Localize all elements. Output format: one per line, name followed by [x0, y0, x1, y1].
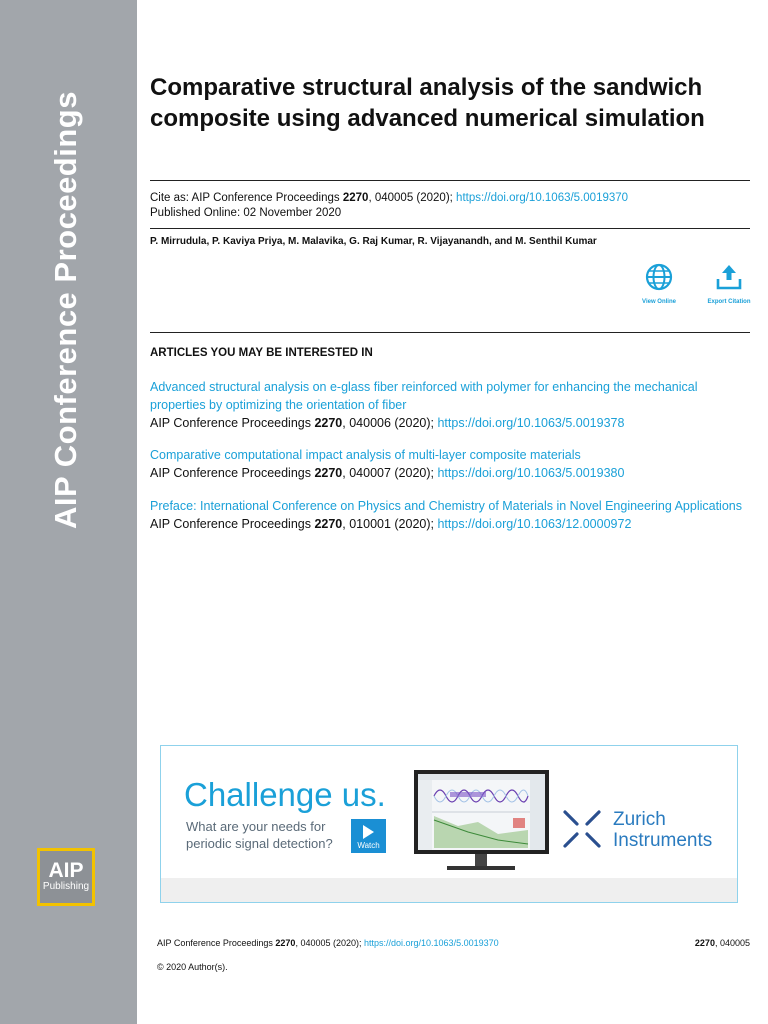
cite-volume: 2270: [342, 192, 369, 204]
ref-volume: 2270: [314, 466, 343, 480]
related-article-title-link[interactable]: Preface: International Conference on Physics and Chemistry of Materials in Novel Engineering Applications: [150, 499, 742, 513]
ad-subtext: What are your needs for periodic signal detection?: [186, 819, 333, 851]
brand-name: [613, 809, 712, 851]
sidebar: [0, 0, 137, 1024]
signal-plot-graphic: [418, 774, 545, 850]
monitor-screen: [418, 774, 545, 850]
divider: [150, 332, 750, 333]
related-article-ref: [150, 515, 750, 533]
citation-block: [150, 191, 628, 221]
ref-number: , 040007 (2020);: [342, 466, 438, 480]
footer-ref: , 040005 (2020);: [295, 938, 364, 948]
brand-line-1: Zurich: [613, 809, 666, 830]
monitor-base: [447, 866, 515, 870]
footer-doi-link[interactable]: https://doi.org/10.1063/5.0019370: [364, 938, 499, 948]
divider: [150, 228, 750, 229]
view-online-label: View Online: [642, 299, 676, 305]
journal-title-vertical: AIP Conference Proceedings: [48, 91, 83, 529]
related-article: [150, 446, 750, 482]
ref-volume: 2270: [314, 517, 343, 531]
doi-link[interactable]: https://doi.org/10.1063/5.0019370: [456, 192, 629, 204]
footer-page-ref: [695, 938, 750, 948]
footer-citation: [157, 938, 499, 948]
related-article: [150, 497, 750, 533]
footer-journal: AIP Conference Proceedings: [157, 938, 276, 948]
ref-volume: 2270: [314, 416, 343, 430]
related-article-title-link[interactable]: Comparative computational impact analysis of multi-layer composite materials: [150, 448, 581, 462]
footer-right-ref: , 040005: [714, 938, 750, 948]
logo-text-publishing: Publishing: [42, 881, 90, 892]
ref-journal: AIP Conference Proceedings: [150, 416, 315, 430]
related-articles-heading: ARTICLES YOU MAY BE INTERESTED IN: [150, 347, 373, 359]
ref-doi-link[interactable]: https://doi.org/10.1063/5.0019378: [437, 416, 625, 430]
ref-number: , 010001 (2020);: [342, 517, 438, 531]
advertisement-banner[interactable]: [160, 745, 738, 903]
ref-number: , 040006 (2020);: [342, 416, 438, 430]
divider: [150, 180, 750, 181]
footer-volume: 2270: [275, 938, 296, 948]
published-date: Published Online: 02 November 2020: [150, 207, 342, 219]
aip-publishing-logo[interactable]: [37, 848, 95, 906]
author-list: P. Mirrudula, P. Kaviya Priya, M. Malavika, G. Raj Kumar, R. Vijayanandh, and M. Senthil Kumar: [150, 236, 597, 247]
footer-right-volume: 2270: [694, 938, 715, 948]
view-online-button[interactable]: [624, 262, 694, 305]
article-title: Comparative structural analysis of the sandwich composite using advanced numerical simulation: [150, 74, 705, 132]
ad-bottom-strip: [161, 878, 737, 902]
zurich-instruments-logo-icon: [561, 808, 603, 850]
export-icon: [714, 262, 744, 292]
play-icon: [363, 825, 374, 839]
ref-doi-link[interactable]: https://doi.org/10.1063/12.0000972: [437, 517, 632, 531]
brand-line-2: Instruments: [613, 830, 713, 851]
monitor-image: [414, 770, 549, 854]
watch-button[interactable]: [351, 819, 386, 853]
export-citation-button[interactable]: [694, 262, 764, 305]
ref-journal: AIP Conference Proceedings: [150, 466, 315, 480]
related-article-ref: [150, 464, 750, 482]
logo-text-aip: AIP: [48, 859, 84, 882]
related-article-ref: [150, 414, 750, 432]
copyright-notice: © 2020 Author(s).: [157, 962, 228, 972]
ref-doi-link[interactable]: https://doi.org/10.1063/5.0019380: [437, 466, 625, 480]
ad-headline: Challenge us.: [184, 776, 386, 813]
related-article: [150, 378, 750, 432]
globe-icon: [644, 262, 674, 292]
cite-suffix: , 040005 (2020);: [368, 192, 457, 204]
cite-prefix: Cite as: AIP Conference Proceedings: [150, 192, 343, 204]
watch-label: Watch: [357, 841, 380, 850]
ref-journal: AIP Conference Proceedings: [150, 517, 315, 531]
related-article-title-link[interactable]: Advanced structural analysis on e-glass fiber reinforced with polymer for enhancing the mechanical properties by optimizing the orientation of fiber: [150, 380, 698, 412]
export-citation-label: Export Citation: [707, 299, 751, 305]
